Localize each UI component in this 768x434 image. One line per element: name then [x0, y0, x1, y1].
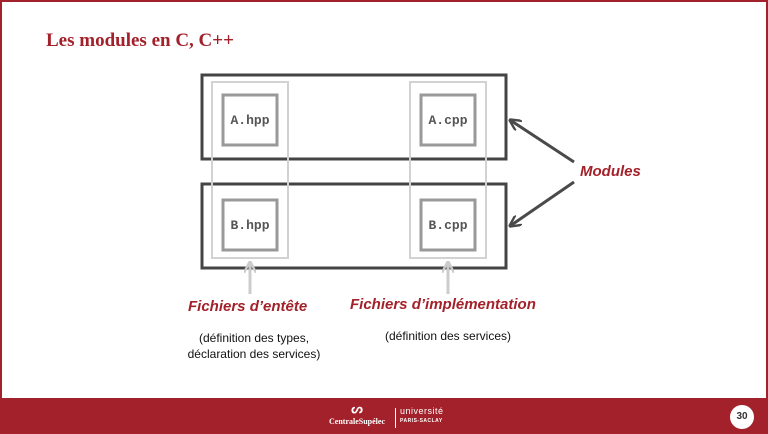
modules-diagram — [2, 2, 768, 434]
page-number-badge: 30 — [730, 405, 754, 429]
header-files-note-line-2: déclaration des services) — [187, 347, 321, 361]
footer-bar — [0, 398, 768, 434]
modules-arrow-to-module-a — [510, 120, 574, 162]
file-name-a-hpp: A.hpp — [230, 113, 270, 128]
file-name-b-hpp: B.hpp — [230, 218, 270, 233]
implementation-files-note: (définition des services) — [384, 329, 512, 343]
logo-divider — [395, 408, 396, 428]
implementation-files-label: Fichiers d’implémentation — [350, 296, 536, 313]
centralesupelec-logo-text: CentraleSupélec — [329, 417, 385, 426]
slide-title: Les modules en C, C++ — [46, 30, 234, 51]
universite-logo-text: université — [400, 406, 444, 416]
centralesupelec-logo — [322, 402, 392, 432]
file-name-b-cpp: B.cpp — [428, 218, 468, 233]
modules-arrow-to-module-b — [510, 182, 574, 226]
header-files-note — [174, 330, 334, 362]
header-files-label: Fichiers d’entête — [188, 298, 308, 315]
centralesupelec-logo-icon: ᔕ — [351, 401, 363, 416]
paris-saclay-logo-text: PARIS-SACLAY — [400, 418, 443, 424]
modules-label: Modules — [580, 163, 641, 180]
file-name-a-cpp: A.cpp — [428, 113, 468, 128]
universite-paris-saclay-logo — [400, 406, 444, 425]
header-files-note-line-1: (définition des types, — [198, 331, 310, 345]
